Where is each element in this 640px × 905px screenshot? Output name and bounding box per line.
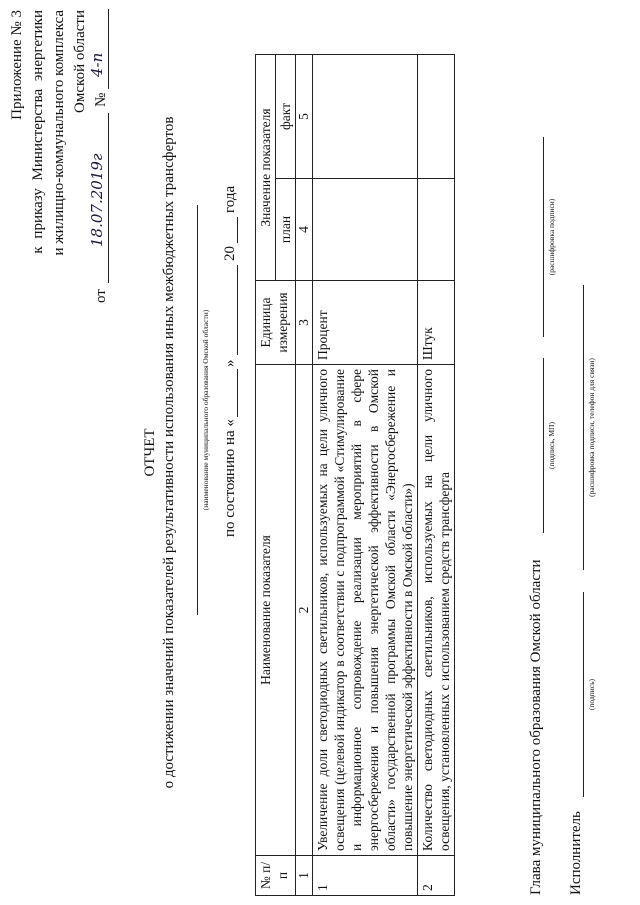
indicators-table — [255, 54, 455, 896]
executor-sign-line — [583, 592, 584, 797]
head-sign-caption: (подпись, МП) — [547, 422, 556, 469]
row-num: 2 — [418, 856, 455, 896]
row-plan — [313, 179, 418, 281]
head-label: Глава муниципального образования Омской области — [528, 559, 544, 895]
executor-decode-caption: (расшифровка подписи, телефон для связи) — [587, 358, 596, 497]
header-unit: Единица измерения — [256, 281, 296, 365]
executor-decode-line — [583, 285, 584, 570]
as-of-year-line — [237, 217, 238, 243]
as-of-year-suffix: года — [222, 185, 238, 213]
appendix-line1: Приложение № 3 — [9, 10, 25, 120]
col-number-2: 2 — [296, 365, 313, 856]
col-number-4: 4 — [296, 179, 313, 281]
row-name: Увеличение доли светодиодных светильников, используемых на цели уличного освещения (целевой индикатор в соответствии с подпрограммой «Стимулирование и информационное сопровождение реализации мероприятий в сфере энергосбережения и повышения энергетической эффективности в Омской области» государственной программы Омской области «Энергосбережение и повышение энергетической эффективности в Омской области») — [313, 365, 418, 856]
order-from-label: от — [93, 289, 109, 303]
as-of-day-line — [237, 369, 238, 417]
col-number-3: 3 — [296, 281, 313, 365]
head-decode-line — [543, 137, 544, 337]
row-fact — [418, 54, 455, 178]
row-plan — [418, 179, 455, 281]
column-number-row — [296, 54, 313, 895]
executor-label: Исполнитель — [568, 811, 584, 895]
as-of-prefix: по состоянию на « — [222, 419, 238, 537]
row-num: 1 — [313, 856, 418, 896]
appendix-line2: к приказу Министерства энергетики — [30, 10, 46, 254]
col-number-5: 5 — [296, 54, 313, 178]
table-row — [313, 54, 418, 895]
row-fact — [313, 54, 418, 178]
municipality-line — [197, 205, 198, 615]
appendix-line3: и жилищно-коммунального комплекса — [51, 10, 67, 256]
head-sign-line — [543, 358, 544, 533]
head-decode-caption: (расшифровка подписи) — [547, 198, 556, 276]
municipality-caption: (наименование муниципального образования Омской области) — [201, 309, 210, 511]
as-of-quote-close: » — [222, 359, 238, 367]
order-number-label: № — [93, 92, 109, 107]
as-of-month-line — [237, 265, 238, 355]
row-unit: Процент — [313, 281, 418, 365]
table-row — [418, 54, 455, 895]
executor-sign-caption: (подпись) — [587, 678, 596, 711]
order-date-line — [108, 113, 109, 283]
order-date-handwritten: 18.07.2019г — [88, 153, 106, 247]
appendix-line4: Омской области — [72, 10, 88, 113]
header-num: № п/п — [256, 856, 296, 896]
header-plan: план — [276, 179, 296, 281]
header-value-group: Значение показателя — [256, 54, 276, 280]
row-name: Количество светодиодных светильников, используемых на цели уличного освещения, установленных с использованием средств трансферта — [418, 365, 455, 856]
order-number-handwritten: 4-п — [88, 52, 106, 77]
col-number-1: 1 — [296, 856, 313, 896]
report-title: ОТЧЕТ — [142, 428, 158, 477]
order-number-line — [108, 9, 109, 89]
table-header-row — [256, 54, 276, 895]
row-unit: Штук — [418, 281, 455, 365]
as-of-year-prefix: 20 — [222, 246, 238, 261]
header-fact: факт — [276, 54, 296, 178]
report-subtitle: о достижении значений показателей результативности использования иных межбюджетных трансфертов — [161, 116, 177, 789]
header-name: Наименование показателя — [256, 365, 296, 856]
